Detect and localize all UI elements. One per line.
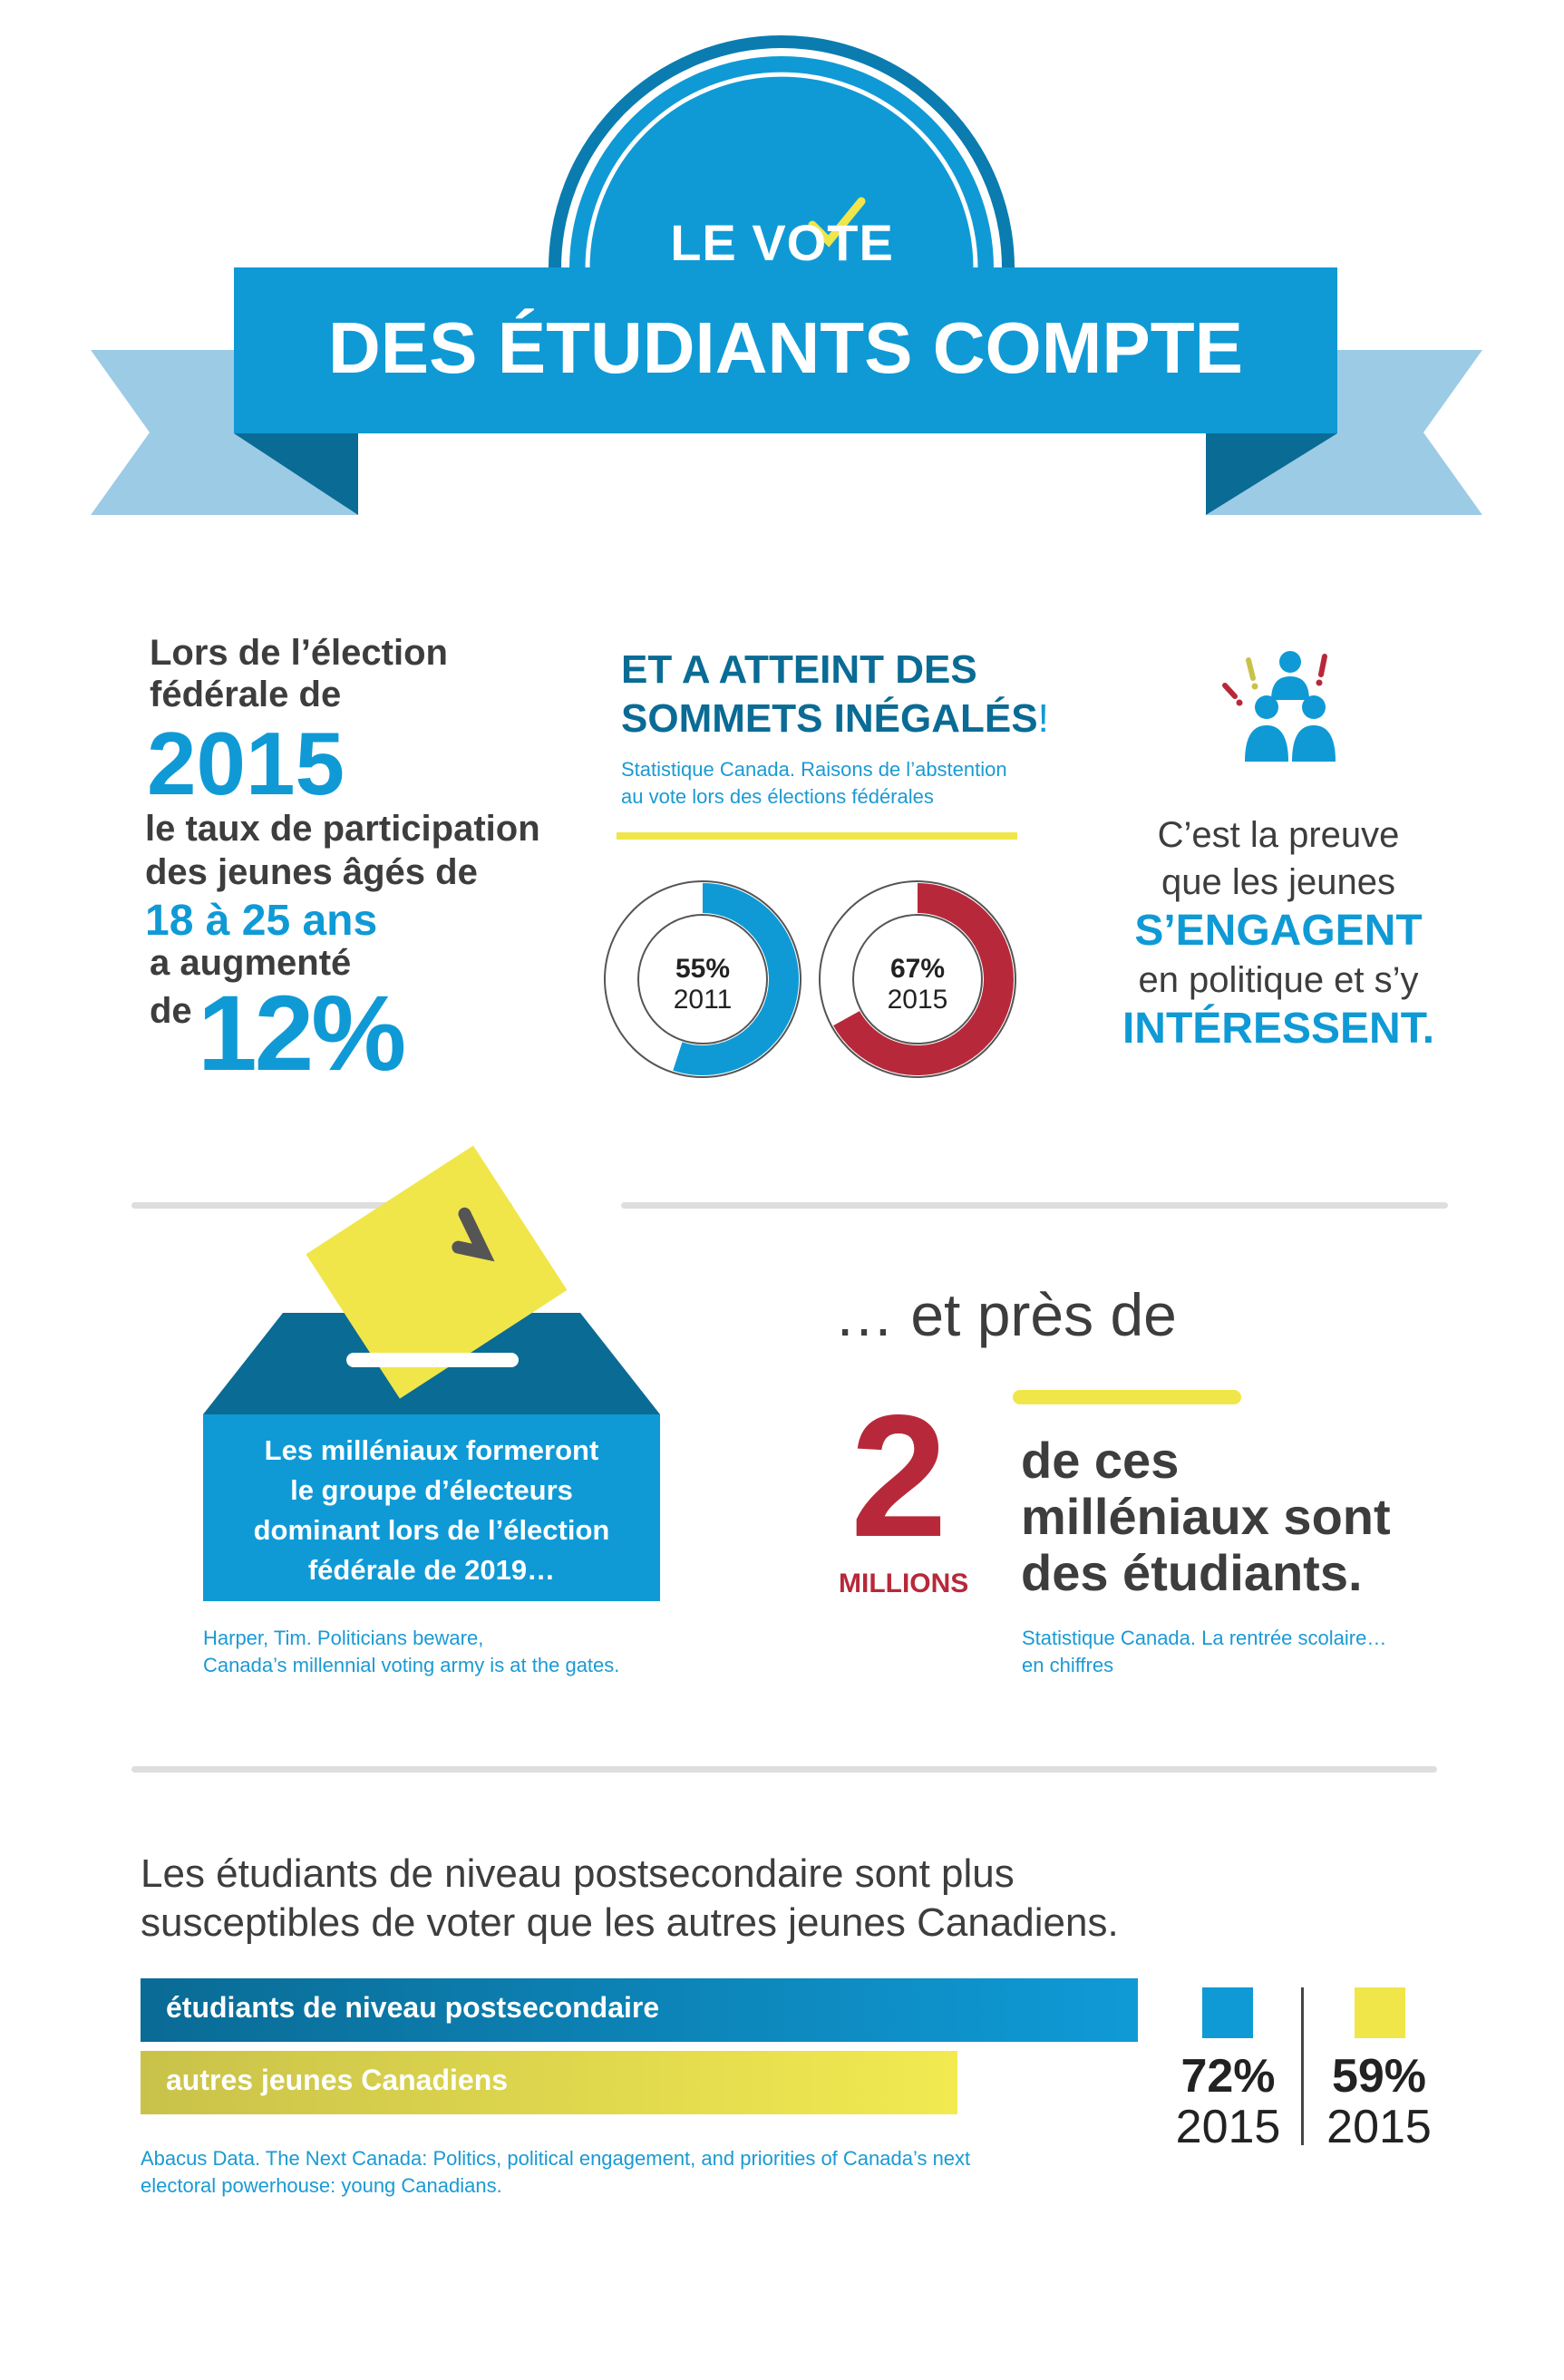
- comparison-source-2: electoral powerhouse: young Canadians.: [141, 2174, 502, 2197]
- banner-title: DES ÉTUDIANTS COMPTE: [328, 307, 1243, 388]
- students-desc-3: des étudiants.: [1021, 1544, 1363, 1601]
- summits-divider: [617, 832, 1017, 840]
- students-desc-2: milléniaux sont: [1021, 1488, 1391, 1545]
- summits-title-2: [621, 696, 1049, 742]
- divider-full-2: [131, 1766, 1437, 1773]
- donut-2011: [605, 881, 801, 1077]
- millennials-box: [203, 1414, 660, 1601]
- millennials-source-2: Canada’s millennial voting army is at the gates.: [203, 1654, 620, 1676]
- yellow-underline: [1013, 1390, 1241, 1404]
- legend-blue-swatch: [1202, 1987, 1253, 2038]
- millennials-source-1: Harper, Tim. Politicians beware,: [203, 1627, 484, 1649]
- increased-text: a augmenté: [150, 943, 352, 983]
- legend-separator: [1301, 1987, 1304, 2145]
- legend-year-2: 2015: [1326, 2101, 1432, 2153]
- intro-line-1: Lors de l’élection: [150, 633, 448, 673]
- big-number: 2: [850, 1378, 947, 1573]
- banner-graphic: [0, 0, 1564, 544]
- bar-other-youth: [141, 2051, 957, 2114]
- bar-postsecondary: [141, 1978, 1138, 2042]
- summits-exclaim: !: [1037, 696, 1049, 741]
- summits-title-2-text: SOMMETS INÉGALÉS: [621, 696, 1038, 741]
- comparison-title-2: susceptibles de voter que les autres jeunes Canadiens.: [141, 1900, 1119, 1945]
- students-desc: [1021, 1433, 1391, 1601]
- ballot-slot: [346, 1353, 519, 1367]
- summits-source-1: Statistique Canada. Raisons de l’abstention: [621, 758, 1007, 781]
- legend-value-2: [1320, 2051, 1438, 2152]
- millennials-line-3: dominant lors de l’élection: [253, 1514, 610, 1546]
- year-2015: 2015: [147, 714, 345, 813]
- ballot-box-graphic: [181, 1124, 689, 1433]
- divider-right-1: [621, 1202, 1448, 1209]
- millions-label: MILLIONS: [839, 1569, 969, 1598]
- donut-2015-year: 2015: [887, 985, 948, 1015]
- proof-line-2: que les jeunes: [1161, 862, 1395, 902]
- legend-year-1: 2015: [1175, 2101, 1281, 2153]
- students-desc-1: de ces: [1021, 1432, 1180, 1489]
- legend-yellow-swatch: [1355, 1987, 1405, 2038]
- age-range: 18 à 25 ans: [145, 897, 378, 945]
- proof-line-4: en politique et s’y: [1138, 960, 1419, 1000]
- proof-line-1: C’est la preuve: [1157, 815, 1400, 855]
- bar-postsecondary-label: étudiants de niveau postsecondaire: [166, 1991, 660, 2024]
- donut-2015-percent: 67%: [889, 954, 946, 984]
- donut-charts: [598, 875, 1034, 1083]
- donut-2015: [820, 881, 1015, 1077]
- donut-2011-year: 2011: [673, 985, 733, 1015]
- banner-top-line: LE VOTE: [670, 214, 894, 271]
- near-text: … et près de: [834, 1281, 1177, 1348]
- millennials-line-1: Les milléniaux formeront: [264, 1434, 599, 1466]
- legend-value-1: [1171, 2051, 1285, 2152]
- students-source-1: Statistique Canada. La rentrée scolaire…: [1022, 1627, 1387, 1649]
- donut-2011-percent: 55%: [675, 954, 731, 984]
- legend-percent-1: 72%: [1180, 2050, 1276, 2103]
- of-text: de: [150, 991, 192, 1031]
- people-excited-icon: [1215, 646, 1342, 768]
- rate-line-1: le taux de participation: [145, 809, 540, 849]
- summits-source-2: au vote lors des élections fédérales: [621, 785, 934, 808]
- summits-title-1: ET A ATTEINT DES: [621, 647, 977, 692]
- intro-line-2: fédérale de: [150, 675, 342, 714]
- percent-12: 12%: [198, 974, 404, 1093]
- proof-line-5: INTÉRESSENT.: [1122, 1005, 1435, 1053]
- comparison-title-1: Les étudiants de niveau postsecondaire sont plus: [141, 1851, 1015, 1896]
- proof-block: [1088, 811, 1469, 1054]
- millennials-line-4: fédérale de 2019…: [307, 1554, 556, 1586]
- legend-percent-2: 59%: [1331, 2050, 1427, 2103]
- students-source-2: en chiffres: [1022, 1654, 1114, 1676]
- rate-line-2: des jeunes âgés de: [145, 852, 478, 892]
- bar-other-youth-label: autres jeunes Canadiens: [166, 2064, 509, 2096]
- millennials-line-2: le groupe d’électeurs: [290, 1474, 573, 1506]
- proof-line-3: S’ENGAGENT: [1134, 907, 1423, 955]
- comparison-source-1: Abacus Data. The Next Canada: Politics, political engagement, and priorities of Canada’s next: [141, 2147, 971, 2170]
